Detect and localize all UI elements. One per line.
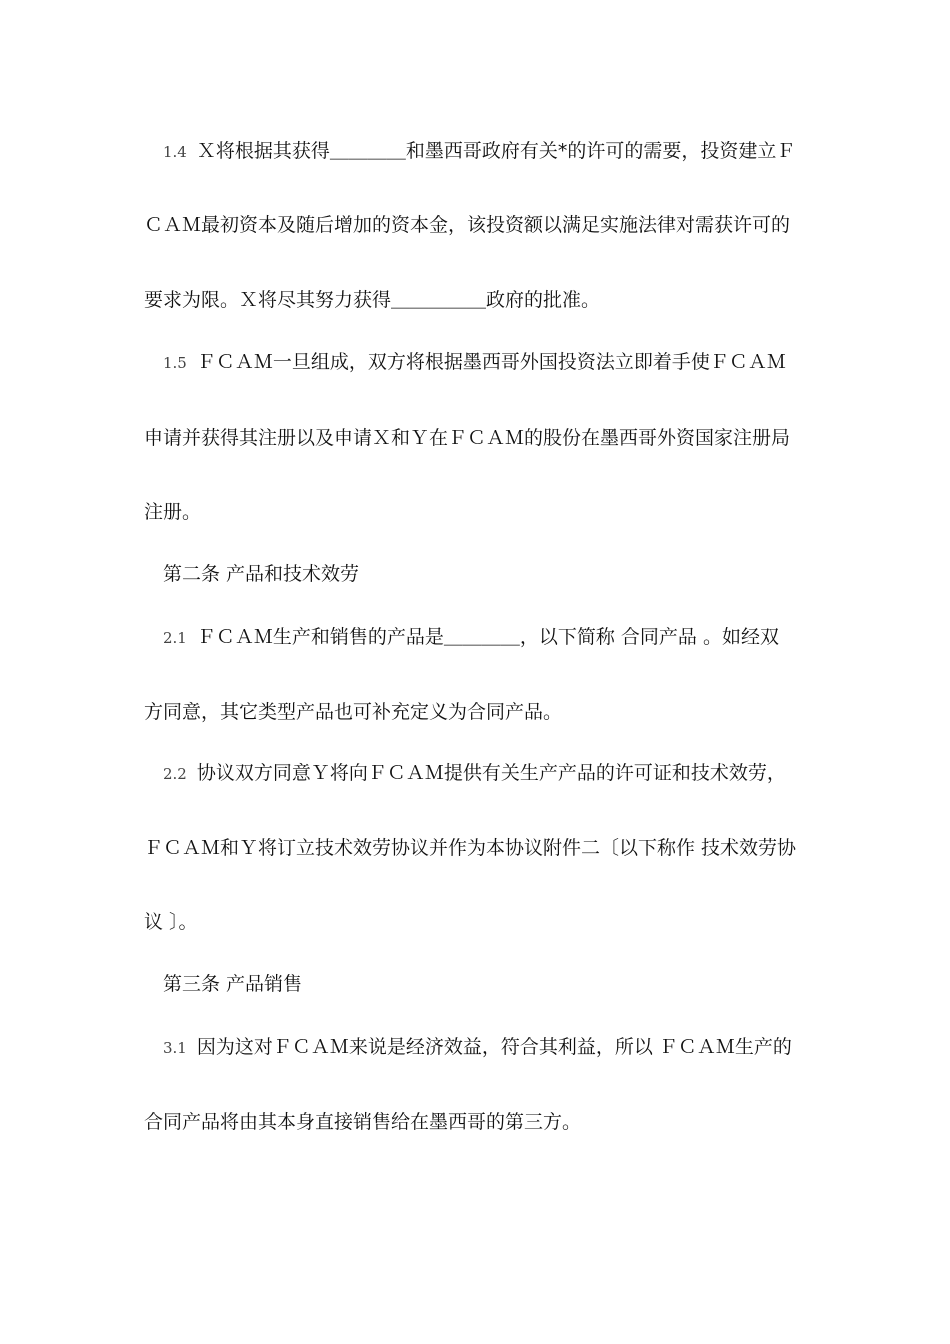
line-text: 协议双方同意Ｙ将向ＦＣＡＭ提供有关生产产品的许可证和技术效劳， [196, 762, 786, 784]
line-text: 合同产品将由其本身直接销售给在墨西哥的第三方。 [144, 1111, 582, 1133]
heading-text: 第二条 产品和技术效劳 [163, 563, 360, 585]
paragraph-1-5-line-1 [163, 346, 833, 378]
line-text: 议 〕。 [144, 911, 198, 933]
paragraph-3-1-line-1 [163, 1031, 833, 1063]
paragraph-1-4-line-1 [163, 135, 833, 167]
paragraph-1-5-line-2 [144, 422, 814, 454]
line-text: ＦＣＡＭ和Ｙ将订立技术效劳协议并作为本协议附件二〔以下称作 技术效劳协 [144, 837, 797, 859]
article-2-heading [163, 558, 833, 590]
line-text: 注册。 [144, 501, 202, 523]
paragraph-2-2-line-3 [144, 906, 814, 938]
paragraph-1-5-line-3 [144, 496, 814, 528]
clause-number: 2.2 [163, 765, 187, 783]
line-text: ＦＣＡＭ一旦组成，双方将根据墨西哥外国投资法立即着手使ＦＣＡＭ [196, 351, 786, 373]
clause-number: 2.1 [163, 629, 187, 647]
line-text: ＦＣＡＭ生产和销售的产品是＿＿＿＿，以下简称 合同产品 。如经双 [196, 626, 779, 648]
clause-number: 1.4 [163, 143, 187, 161]
clause-number: 1.5 [163, 354, 187, 372]
line-text: Ｘ将根据其获得＿＿＿＿和墨西哥政府有关*的许可的需要，投资建立Ｆ [196, 140, 796, 162]
clause-number: 3.1 [163, 1039, 187, 1057]
line-text: 要求为限。Ｘ将尽其努力获得＿＿＿＿＿政府的批准。 [144, 289, 601, 311]
paragraph-2-1-line-1 [163, 621, 833, 653]
paragraph-2-1-line-2 [144, 696, 814, 728]
article-3-heading [163, 968, 833, 1000]
line-text: 因为这对ＦＣＡＭ来说是经济效益，符合其利益，所以 ＦＣＡＭ生产的 [196, 1036, 792, 1058]
paragraph-1-4-line-3 [144, 284, 814, 316]
line-text: ＣＡＭ最初资本及随后增加的资本金，该投资额以满足实施法律对需获许可的 [144, 214, 791, 236]
heading-text: 第三条 产品销售 [163, 973, 303, 995]
line-text: 申请并获得其注册以及申请Ｘ和Ｙ在ＦＣＡＭ的股份在墨西哥外资国家注册局 [144, 427, 791, 449]
paragraph-1-4-line-2 [144, 209, 814, 241]
paragraph-3-1-line-2 [144, 1106, 814, 1138]
paragraph-2-2-line-2 [144, 832, 814, 864]
paragraph-2-2-line-1 [163, 757, 833, 789]
line-text: 方同意，其它类型产品也可补充定义为合同产品。 [144, 701, 563, 723]
